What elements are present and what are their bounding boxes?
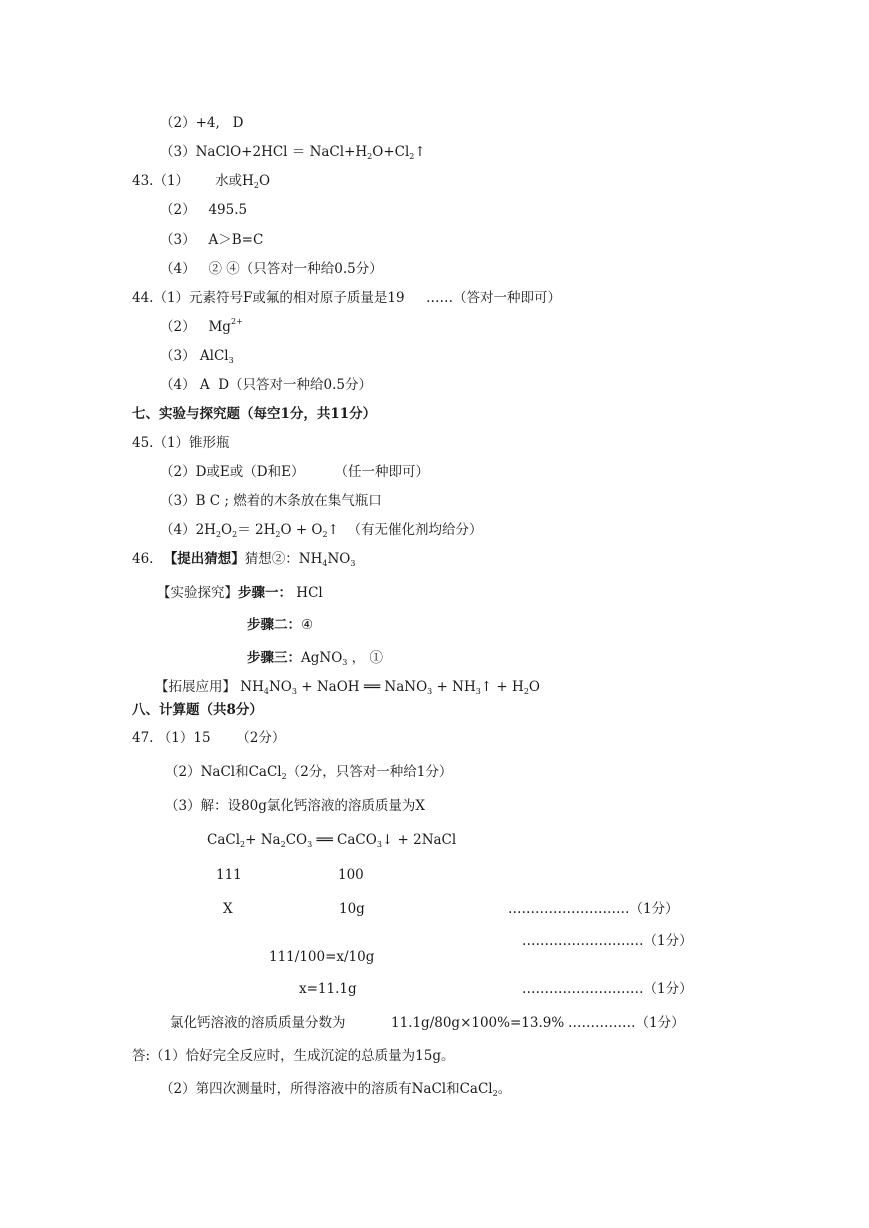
q46-step3: 步骤三：AgNO$_3$ ， ① [247, 650, 383, 667]
q45-part1: 45.（1）锥形瓶 [132, 435, 230, 451]
q47-score-3: ………………………（1分） [522, 981, 693, 997]
q46-hypothesis: 46. 【提出猜想】猜想②：$NH_4NO_3$ [132, 551, 356, 568]
q43-part3: （3） A＞B=C [160, 232, 264, 248]
q47-mass-10g: 10g [339, 901, 365, 917]
q47-part2: （2）NaCl和CaCl$_2$（2分，只答对一种给1分） [165, 764, 453, 781]
answer-line-1: 答:（1）恰好完全反应时，生成沉淀的总质量为15g。 [132, 1048, 455, 1064]
q46-step2: 步骤二：④ [247, 617, 314, 633]
q47-x-value: x=11.1g [299, 981, 357, 997]
q43-part1: 43.（1） 水或$H_2O$ [132, 173, 271, 190]
q46-step1: 【实验探究】步骤一： HCl [157, 585, 323, 601]
q47-fraction-value: 11.1g/80g×100%=13.9% [391, 1015, 565, 1031]
q44-part4: （4） A D（只答对一种给0.5分） [160, 377, 373, 393]
q47-molar-mass-caco3: 100 [338, 867, 364, 883]
q47-score-2: ………………………（1分） [522, 933, 693, 949]
q47-score-4: ……………（1分） [568, 1015, 685, 1031]
q42-part2: （2）+4, D [160, 115, 244, 131]
q44-part2: （2） $Mg^{2+}$ [160, 317, 243, 335]
q47-equation: CaCl$_2$+ $Na_2CO_3$ ══ CaCO$_3$↓ + 2NaCl [207, 832, 457, 849]
q45-part3: （3）B C ; 燃着的木条放在集气瓶口 [160, 493, 382, 509]
q47-fraction-label: 氯化钙溶液的溶质质量分数为 [170, 1015, 346, 1031]
q43-part4: （4） ② ④（只答对一种给0.5分） [160, 261, 383, 277]
q47-ratio: 111/100=x/10g [269, 949, 375, 965]
q45-part4: $(4)2H_2O_2= 2H_2O$ + $O_2↑$ （有无催化剂均给分） [160, 522, 483, 539]
q44-part3: （3） AlCl$_3$ [160, 348, 234, 365]
q47-part3: （3）解：设80g氯化钙溶液的溶质质量为X [165, 798, 426, 814]
q43-part2: （2） 495.5 [160, 202, 248, 218]
q47-molar-mass-cacl2: 111 [216, 867, 242, 883]
q42-part3: （3）NaClO+2HCl ＝ $NaCl+H_2O+Cl_2↑$ [160, 144, 426, 161]
q47-unknown-x: X [223, 901, 233, 917]
section8-heading: 八、计算题（共8分） [132, 702, 263, 718]
q46-application: 【拓展应用】 $NH_4NO_3$ + NaOH ══ NaNO$_3$ + $NH_3↑ + H_2O$ [155, 679, 540, 696]
section7-heading: 七、实验与探究题（每空1分，共11分） [132, 406, 377, 422]
q47-part1: 47. （1）15 （2分） [132, 730, 286, 746]
q45-part2: （2）D或E或（D和E） （任一种即可） [160, 464, 429, 480]
q44-part1: 44.（1）元素符号F或氟的相对原子质量是19 ……（答对一种即可） [132, 290, 562, 306]
q47-score-1: ………………………（1分） [508, 901, 679, 917]
answer-line-2: （2）第四次测量时，所得溶液中的溶质有NaCl和CaCl$_2$。 [160, 1081, 512, 1098]
